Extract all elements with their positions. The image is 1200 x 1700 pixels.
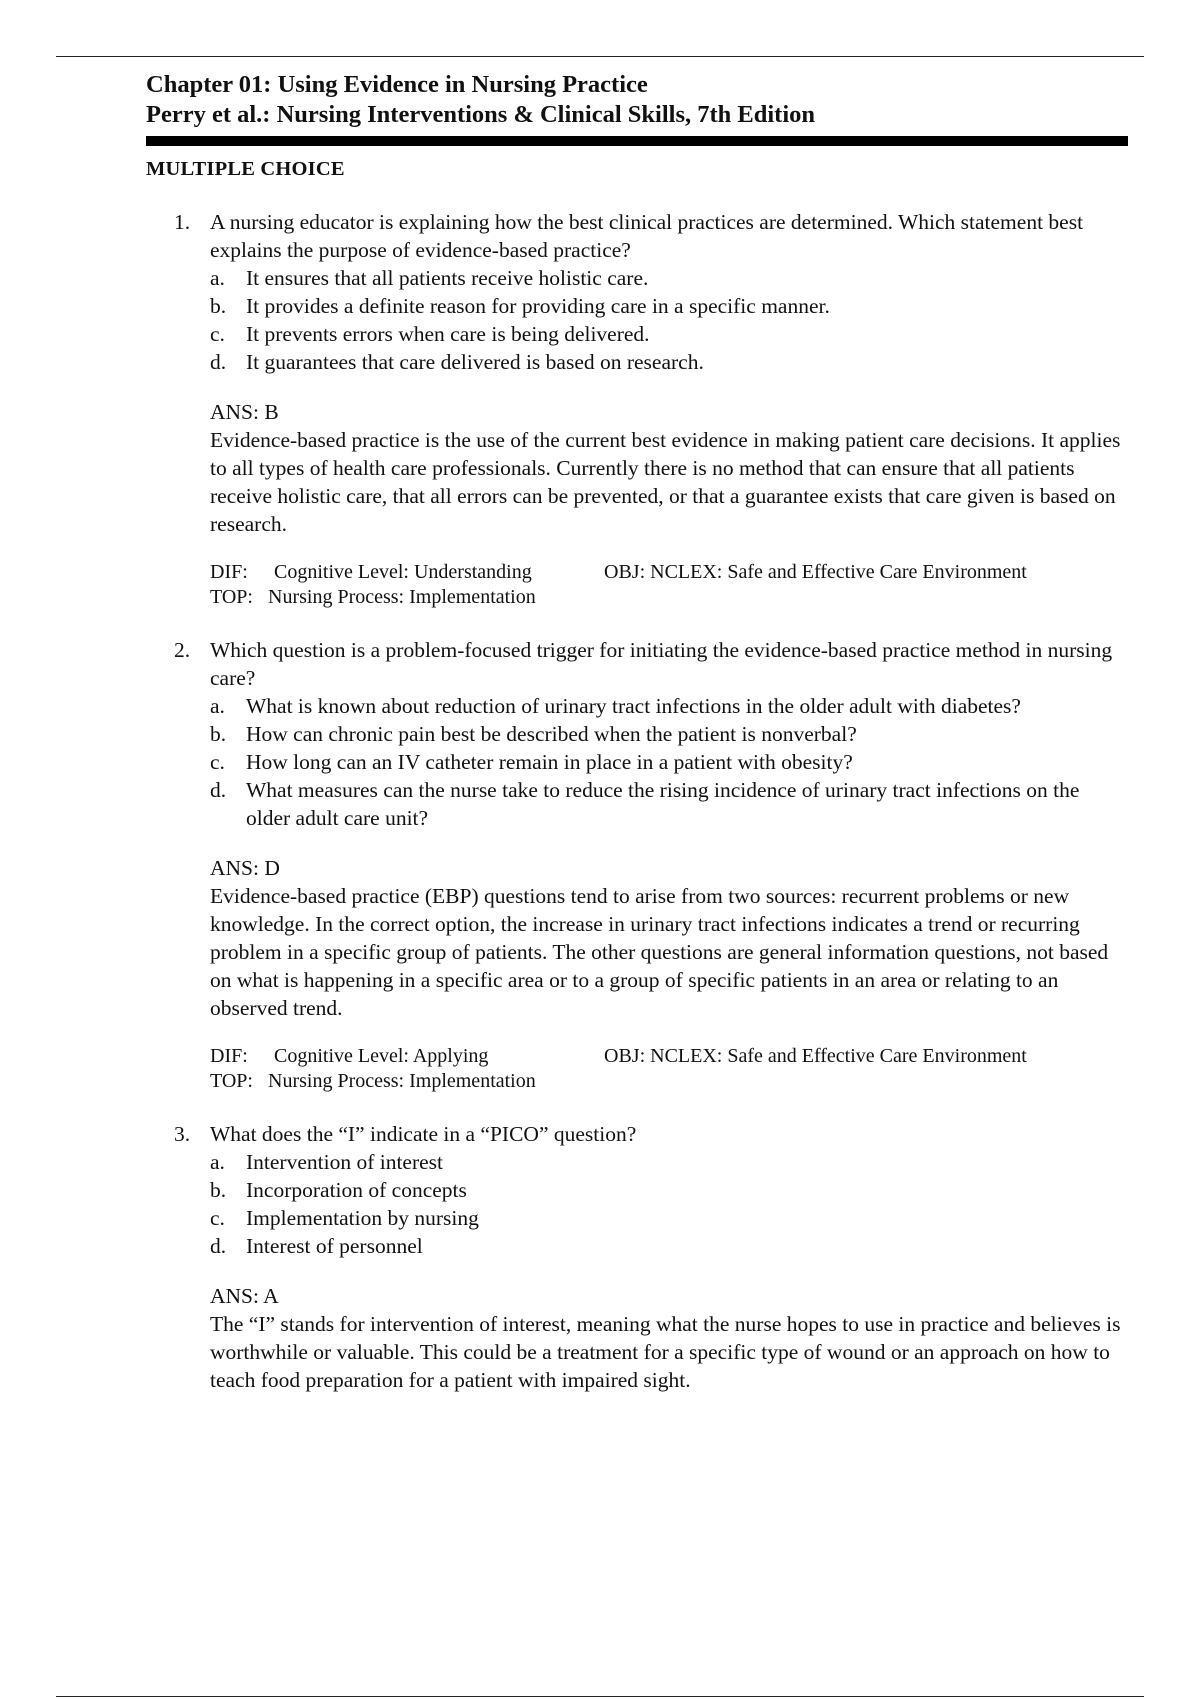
question-number: 1.	[174, 210, 191, 234]
option-a	[210, 692, 1126, 720]
option-a	[210, 264, 1126, 292]
option-letter: d.	[210, 350, 227, 374]
option-text: It guarantees that care delivered is based on research.	[246, 350, 704, 374]
option-letter: d.	[210, 778, 227, 802]
rationale: The “I” stands for intervention of interest, meaning what the nurse hopes to use in practice and believes is worthwhile or valuable. This could be a treatment for a specific type of wound or an approach on how to teach food preparation for a patient with impaired sight.	[210, 1312, 1121, 1392]
option-c	[210, 748, 1126, 776]
question-meta	[210, 1044, 1126, 1094]
option-text: Interest of personnel	[246, 1234, 423, 1258]
option-c	[210, 320, 1126, 348]
section-title: MULTIPLE CHOICE	[146, 158, 345, 180]
option-letter: b.	[210, 1178, 227, 1202]
dif-value: Cognitive Level: Applying	[274, 1045, 489, 1067]
option-letter: c.	[210, 750, 225, 774]
answer: ANS: D	[210, 856, 280, 880]
question-stem: A nursing educator is explaining how the best clinical practices are determined. Which statement best explains the purpose of evidence-based practice?	[210, 210, 1084, 262]
objective: OBJ: NCLEX: Safe and Effective Care Environment	[604, 1045, 1027, 1067]
top-label: TOP:	[210, 586, 253, 608]
option-letter: b.	[210, 722, 227, 746]
dif-value: Cognitive Level: Understanding	[274, 561, 532, 583]
book-title: Perry et al.: Nursing Interventions & Clinical Skills, 7th Edition	[146, 101, 816, 128]
bottom-rule	[56, 1696, 1144, 1697]
option-text: How long can an IV catheter remain in place in a patient with obesity?	[246, 750, 853, 774]
option-text: What is known about reduction of urinary tract infections in the older adult with diabetes?	[246, 694, 1021, 718]
option-text: It prevents errors when care is being delivered.	[246, 322, 650, 346]
option-letter: a.	[210, 1150, 225, 1174]
option-text: It ensures that all patients receive holistic care.	[246, 266, 649, 290]
option-letter: d.	[210, 1234, 227, 1258]
dif-label: DIF:	[210, 1045, 248, 1067]
option-text: Incorporation of concepts	[246, 1178, 467, 1202]
objective: OBJ: NCLEX: Safe and Effective Care Environment	[604, 561, 1027, 583]
top-label: TOP:	[210, 1070, 253, 1092]
top-rule	[56, 56, 1144, 57]
option-b	[210, 1176, 1126, 1204]
option-text: What measures can the nurse take to reduce the rising incidence of urinary tract infections on the older adult care unit?	[246, 778, 1080, 830]
option-text: Implementation by nursing	[246, 1206, 479, 1230]
rationale: Evidence-based practice is the use of the current best evidence in making patient care decisions. It applies to all types of health care professionals. Currently there is no method that can ensure that all patients receive holistic care, that all errors can be prevented, or that a guarantee exists that care given is based on research.	[210, 428, 1121, 536]
option-b	[210, 720, 1126, 748]
dif-label: DIF:	[210, 561, 248, 583]
document-page	[146, 70, 1126, 1394]
option-letter: c.	[210, 322, 225, 346]
chapter-title: Chapter 01: Using Evidence in Nursing Practice	[146, 71, 648, 98]
option-c	[210, 1204, 1126, 1232]
question-1	[146, 208, 1126, 610]
option-text: How can chronic pain best be described when the patient is nonverbal?	[246, 722, 857, 746]
option-text: Intervention of interest	[246, 1150, 444, 1174]
question-3	[146, 1120, 1126, 1394]
question-stem: What does the “I” indicate in a “PICO” question?	[210, 1122, 637, 1146]
top-value: Nursing Process: Implementation	[268, 586, 536, 608]
question-2	[146, 636, 1126, 1094]
question-stem: Which question is a problem-focused trigger for initiating the evidence-based practice method in nursing care?	[210, 638, 1113, 690]
option-letter: c.	[210, 1206, 225, 1230]
option-letter: a.	[210, 266, 225, 290]
top-value: Nursing Process: Implementation	[268, 1070, 536, 1092]
option-b	[210, 292, 1126, 320]
answer: ANS: B	[210, 400, 279, 424]
option-text: It provides a definite reason for providing care in a specific manner.	[246, 294, 830, 318]
header-rule	[146, 136, 1128, 146]
option-d	[210, 776, 1126, 832]
question-meta	[210, 560, 1126, 610]
option-d	[210, 1232, 1126, 1260]
question-number: 2.	[174, 638, 191, 662]
option-a	[210, 1148, 1126, 1176]
option-letter: b.	[210, 294, 227, 318]
option-d	[210, 348, 1126, 376]
answer: ANS: A	[210, 1284, 279, 1308]
rationale: Evidence-based practice (EBP) questions tend to arise from two sources: recurrent problems or new knowledge. In the correct option, the increase in urinary tract infections indicates a trend or recurring problem in a specific group of patients. The other questions are general information questions, not based on what is happening in a specific area or to a group of specific patients in an area or relating to an observed trend.	[210, 884, 1109, 1020]
option-letter: a.	[210, 694, 225, 718]
question-number: 3.	[174, 1122, 191, 1146]
